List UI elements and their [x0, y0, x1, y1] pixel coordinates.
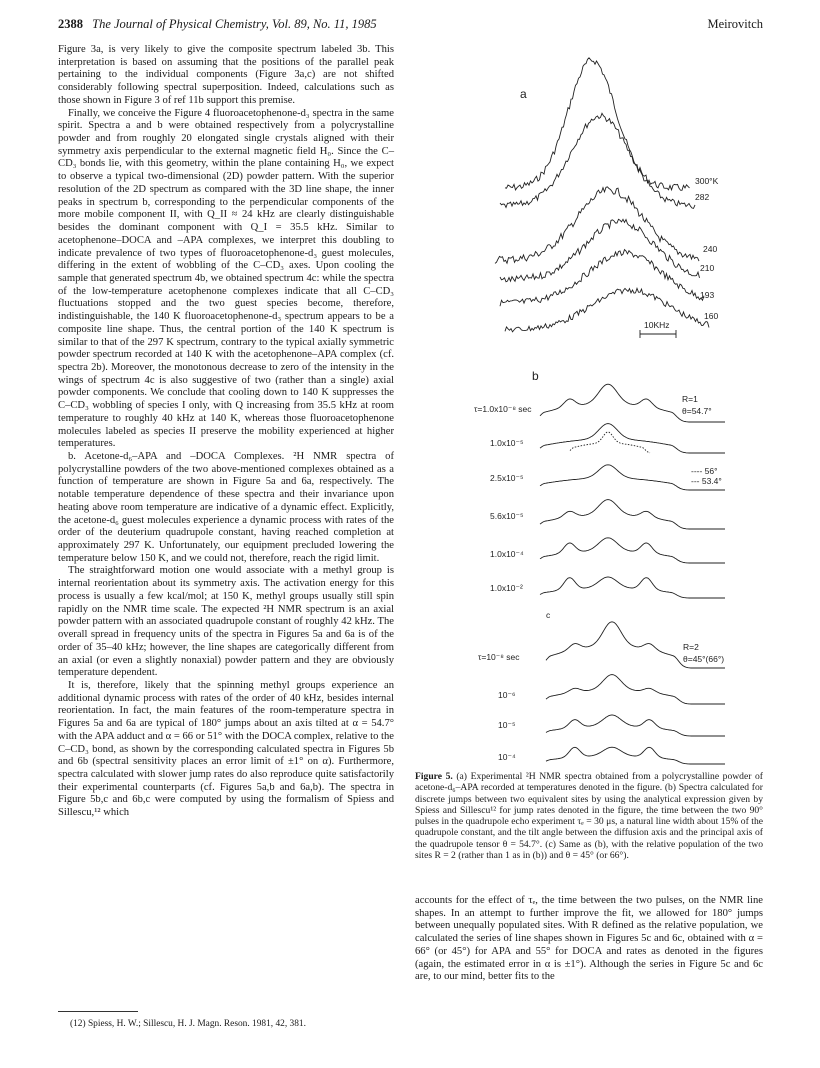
footnote: (12) Spiess, H. W.; Sillescu, H. J. Magn. Reson. 1981, 42, 381. [70, 1019, 306, 1029]
panel-b-label: b [532, 369, 539, 383]
temp-label: 193 [700, 290, 715, 300]
paragraph: accounts for the effect of τₑ, the time between the two pulses, on the NMR line shapes. In an attempt to further improve the fit, we allowed for 180° jumps between unequally populated sites. With R defined as the relative population, we calculated the series of line shapes shown in Figures 5c and 6c, obtained with α = 66° (or 45°) for APA and 55° for DOCA and rates as denoted in the figures (again, the estimated error in α is ±1°). Although the series in Figure 5c and 6c are, to our mind, better fits to the [415, 895, 763, 983]
calculated-spectra-b [540, 384, 725, 598]
experimental-trace [500, 113, 695, 208]
panel-c-label: c [546, 610, 551, 620]
temp-label: 300°K [695, 176, 719, 186]
param-label: θ=54.7° [682, 406, 712, 416]
caption-text: (a) Experimental ²H NMR spectra obtained from a polycrystalline powder of acetone-d₆–APA recorded at temperatures denoted in the figure. (b) Spectra calculated for discrete jumps between two equivalent sites by using the analytical expression given by Spiess and Sillescu¹² for jump rates denoted in the figure, the time between the two 90° pulses in the quadrupole echo experiment τₑ = 30 μs, a natural line width about 15% of the quadrupole constant, and the tilt angle between the diffusion axis and the principal axis of the quadrupole tensor θ = 54.7°. (c) Same as (b), with the relative population of the two sites R = 2 (rather than 1 as in (b)) and θ = 45° (or 66°). [415, 771, 763, 862]
rate-label: 10⁻⁶ [498, 690, 516, 700]
journal-title: The Journal of Physical Chemistry, Vol. 89, No. 11, 1985 [92, 17, 377, 31]
calculated-trace [540, 577, 725, 598]
param-label: R=2 [683, 642, 699, 652]
paragraph: It is, therefore, likely that the spinning methyl groups experience an additional dynamic process with rates of the order of 40 kHz, besides internal reorientation. In fact, the main features of the room-temperature spectra in Figures 5a and 6a are typical of 180° jumps about an axis tilted at α = 54.7° with the APA adduct and α = 66 or 51° with the DOCA complex, relative to the C–CD₃ bond, as shown by the corresponding calculated spectra in Figures 5b and 6b (spectral sensitivity places an error limit of ±1° on α). Furthermore, spectra calculated with slower jump rates do also reproduce quite satisfactorily their experimental counterparts (cf. Figures 5a,b and 6a,b). The spectra in Figure 5b,c and 6b,c were computed by using the formalism of Spiess and Sillescu,¹² which [58, 679, 394, 819]
calculated-trace [540, 538, 725, 563]
rate-label: 1.0x10⁻⁵ [490, 438, 524, 448]
rate-label: 10⁻⁴ [498, 752, 516, 762]
param-label: R=1 [682, 394, 698, 404]
figure-5 [460, 38, 760, 768]
experimental-trace [500, 219, 700, 281]
rate-label: 2.5x10⁻⁵ [490, 473, 524, 483]
calculated-trace-alt [570, 432, 650, 453]
rate-label: 1.0x10⁻² [490, 583, 523, 593]
figure-caption [415, 771, 763, 861]
right-column [415, 895, 763, 984]
page-number: 2388 [58, 17, 83, 31]
calculated-trace [546, 715, 725, 736]
rate-label: τ=1.0x10⁻⁸ sec [474, 404, 532, 414]
running-header [58, 17, 763, 33]
temp-label: 282 [695, 192, 710, 202]
calculated-trace [540, 500, 725, 529]
author-name: Meirovitch [707, 17, 763, 31]
rate-label: 1.0x10⁻⁴ [490, 549, 524, 559]
rate-label: τ=10⁻⁸ sec [478, 652, 520, 662]
calculated-trace [546, 675, 725, 704]
legend-label: ---- 56° [691, 466, 718, 476]
scale-label: 10KHz [644, 320, 670, 330]
experimental-trace [505, 58, 690, 191]
left-column [58, 44, 394, 820]
experimental-trace [505, 288, 709, 332]
rate-label: 10⁻⁵ [498, 720, 516, 730]
calculated-trace [546, 747, 725, 764]
caption-label: Figure 5. [415, 771, 453, 782]
legend-label: --- 53.4° [691, 476, 722, 486]
experimental-spectra [495, 58, 709, 332]
temp-label: 160 [704, 311, 719, 321]
panel-a-label: a [520, 87, 527, 101]
paragraph: b. Acetone-d₆–APA and –DOCA Complexes. ²H NMR spectra of polycrystalline powders of the two above-mentioned complexes obtained as a function of temperature are shown in Figure 5a and 6a, respectively. The notable temperature dependence of these spectra and their invariance upon heating above room temperature are indicative of a dynamic effect. Explicitly, the acetone-d₆ guest molecules experience a dynamic process with rates of the order of the deuterium quadrupole constant, having reached completion at approximately 297 K. Unfortunately, our equipment precluded lowering the temperature below 150 K, and we could not, therefore, reach the rigid limit. [58, 451, 394, 564]
temp-label: 210 [700, 263, 715, 273]
paragraph: The straightforward motion one would associate with a methyl group is internal reorientation about its symmetry axis. The activation energy for this process is usually a few kcal/mol; at 150 K, methyl groups usually still spin rapidly on the NMR time scale. The expected ²H NMR spectrum is an axial powder pattern with an associated quadrupole constant of roughly 42 kHz. The overall spread in frequency units of the spectra in Figures 5a and 6a is of the order of 35–40 kHz; however, the line shapes are categorically different from an axial (or even a slightly nonaxial) powder pattern and they are obviously temperature dependent. [58, 565, 394, 679]
temp-label: 240 [703, 244, 718, 254]
rate-label: 5.6x10⁻⁵ [490, 511, 524, 521]
param-label: θ=45°(66°) [683, 654, 725, 664]
calculated-trace [540, 424, 725, 453]
footnote-rule [58, 1011, 138, 1012]
paragraph: Figure 3a, is very likely to give the composite spectrum labeled 3b. This interpretation is based on assuming that the positions of the parallel peak pertaining to the individual components (Figure 3a,c) are not shifted considerably following spectral superposition. Indeed, calculations such as those shown in Figure 3 of ref 11b support this premise. [58, 44, 394, 106]
experimental-trace [495, 187, 699, 264]
paragraph: Finally, we conceive the Figure 4 fluoroacetophenone-d₃ spectra in the same spirit. Spectra a and b were obtained respectively from a polycrystalline powder and from roughly 20 elongated single crystals aligned with their symmetry axis perpendicular to the external magnetic field H₀. Since the C–CD₃ bonds lie, with this geometry, within the plane containing H₀, we expect to observe a typical two-dimensional (2D) powder pattern. With the superior resolution of the 2D spectrum as compared with the 3D line shape, the inner peaks in spectrum b, corresponding to the perpendicular components of the more mobile component II, with Q_II ≈ 24 kHz are clearly distinguishable besides the dominant component with Q_I = 35.5 kHz. Similar to acetophenone–DOCA and –APA complexes, we interpret this doubling to indicate prevalence of two types of fluoroacetophenone-d₃ guest molecules, differing in the extent of wobbling of the C–CD₃ axes. Upon cooling the sample that generated spectrum 4b, we obtained spectrum 4c: while the spectra of the low-temperature acetophenone complexes indicate that all C–CD₃ fluctuations stopped and the two guest species become, therefore, indistinguishable, the 140 K fluoroacetophenone-d₃ spectrum appears to be a composite line shape. Thus, the central portion of the 140 K spectrum is similar to that of the 297 K spectrum, contrary to the typical axially symmetric powder spectrum recorded at 140 K with the acetophenone–APA complex (cf. spectra 2b). Moreover, the monotonous decrease to zero of the intensity in the wings of spectrum 4c is also suggestive of two (rather than a single) axial powder components. We conclude that cooling down to 140 K suppresses the C–CD₃ wobbling of species I only, with Q increasing from 35.5 kHz at room temperature to roughly 40 kHz at 140 K, whereas those fluoroacetophenone molecules labeled as species II preserve the mobility experienced at higher temperatures. [58, 107, 394, 450]
